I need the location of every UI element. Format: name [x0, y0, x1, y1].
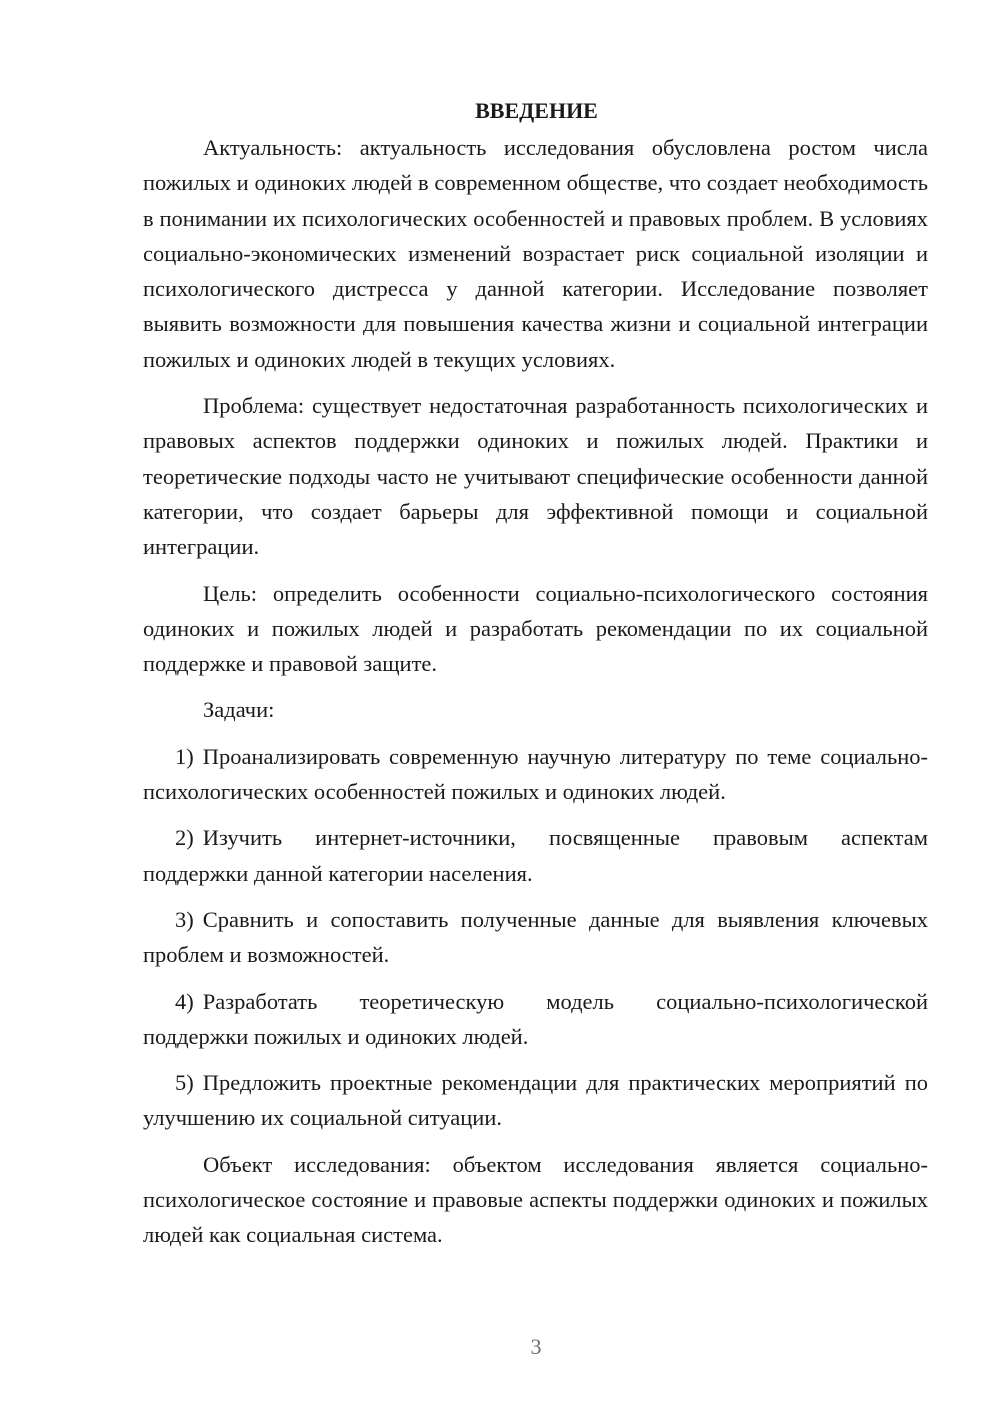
task-text: Проанализировать современную научную литературу по теме социально-психологических особенностей пожилых и одиноких людей. [143, 743, 928, 805]
page-title: ВВЕДЕНИЕ [475, 98, 598, 123]
goal-paragraph: Цель: определить особенности социально-психологического состояния одиноких и пожилых людей и разработать рекомендации по их социальной поддержке и правовой защите. [143, 580, 928, 677]
task-text: Предложить проектные рекомендации для практических мероприятий по улучшению их социальной ситуации. [143, 1070, 928, 1131]
page-content [143, 96, 928, 1253]
task-text: Разработать теоретическую модель социально-психологической поддержки пожилых и одиноких людей. [143, 988, 928, 1049]
task-item-1 [143, 739, 928, 810]
problem-paragraph: Проблема: существует недостаточная разработанность психологических и правовых аспектов поддержки одиноких и пожилых людей. Практики и теоретические подходы часто не учитывают специфические особенности данной категории, что создает барьеры для эффективной помощи и социальной интеграции. [143, 393, 928, 560]
relevance-paragraph: Актуальность: актуальность исследования обусловлена ростом числа пожилых и одиноких людей в современном обществе, что создает необходимость в понимании их психологических особенностей и правовых проблем. В условиях социально-экономических изменений возрастает риск социальной изоляции и психологического дистресса у данной категории. Исследование позволяет выявить возможности для повышения качества жизни и социальной интеграции пожилых и одиноких людей в текущих условиях. [143, 135, 928, 372]
task-item-5 [143, 1065, 928, 1136]
task-number: 1) [175, 743, 194, 769]
task-item-4 [143, 984, 928, 1055]
task-item-3 [143, 902, 928, 973]
object-paragraph: Объект исследования: объектом исследования является социально-психологическое состояние и правовые аспекты поддержки одиноких и пожилых людей как социальная система. [143, 1151, 928, 1248]
task-text: Изучить интернет-источники, посвященные правовым аспектам поддержки данной категории населения. [143, 825, 928, 886]
task-text: Сравнить и сопоставить полученные данные для выявления ключевых проблем и возможностей. [143, 906, 928, 968]
task-number: 5) [175, 1070, 194, 1096]
task-number: 2) [175, 825, 194, 851]
task-item-2 [143, 820, 928, 891]
tasks-heading: Задачи: [203, 697, 275, 723]
task-number: 4) [175, 988, 194, 1014]
task-number: 3) [175, 906, 194, 932]
page-number: 3 [530, 1334, 542, 1359]
